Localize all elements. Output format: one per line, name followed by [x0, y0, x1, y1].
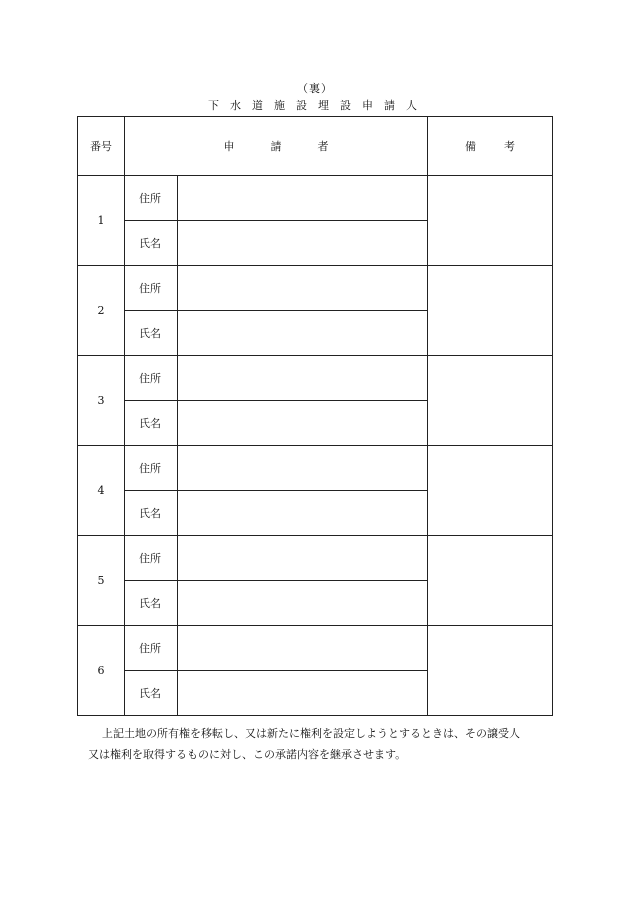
name-label: 氏名: [125, 491, 178, 536]
address-label: 住所: [125, 536, 178, 581]
address-field[interactable]: [178, 536, 428, 581]
applicant-table: [77, 116, 553, 716]
table-row: [78, 536, 553, 581]
table-row: [78, 356, 553, 401]
address-field[interactable]: [178, 356, 428, 401]
name-field[interactable]: [178, 311, 428, 356]
address-field[interactable]: [178, 446, 428, 491]
name-label: 氏名: [125, 221, 178, 266]
row-number: 3: [78, 356, 125, 446]
table-row: [78, 176, 553, 221]
name-field[interactable]: [178, 491, 428, 536]
table-row: [78, 266, 553, 311]
header-number: 番号: [78, 117, 125, 176]
table-header-row: [78, 117, 553, 176]
address-label: 住所: [125, 266, 178, 311]
remarks-field[interactable]: [428, 446, 553, 536]
name-field[interactable]: [178, 221, 428, 266]
page-label: （裏）: [297, 82, 333, 95]
row-number: 2: [78, 266, 125, 356]
note-line-1: 上記土地の所有権を移転し、又は新たに権利を設定しようとするときは、その譲受人: [102, 727, 520, 740]
name-label: 氏名: [125, 581, 178, 626]
remarks-field[interactable]: [428, 356, 553, 446]
row-number: 5: [78, 536, 125, 626]
remarks-field[interactable]: [428, 266, 553, 356]
address-label: 住所: [125, 446, 178, 491]
remarks-field[interactable]: [428, 176, 553, 266]
name-field[interactable]: [178, 581, 428, 626]
row-number: 4: [78, 446, 125, 536]
address-label: 住所: [125, 176, 178, 221]
address-label: 住所: [125, 626, 178, 671]
table-row: [78, 626, 553, 671]
remarks-field[interactable]: [428, 626, 553, 716]
note-line-2: 又は権利を取得するものに対し、この承諾内容を継承させます。: [88, 748, 407, 761]
address-label: 住所: [125, 356, 178, 401]
address-field[interactable]: [178, 176, 428, 221]
header-applicant: 申請者: [125, 117, 428, 176]
name-field[interactable]: [178, 671, 428, 716]
address-field[interactable]: [178, 266, 428, 311]
row-number: 1: [78, 176, 125, 266]
remarks-field[interactable]: [428, 536, 553, 626]
row-number: 6: [78, 626, 125, 716]
name-label: 氏名: [125, 401, 178, 446]
header-remarks: 備考: [428, 117, 553, 176]
address-field[interactable]: [178, 626, 428, 671]
table-row: [78, 446, 553, 491]
form-title: 下水道施設埋設申請人: [208, 99, 428, 112]
name-label: 氏名: [125, 311, 178, 356]
consent-note: [88, 723, 558, 765]
name-field[interactable]: [178, 401, 428, 446]
name-label: 氏名: [125, 671, 178, 716]
